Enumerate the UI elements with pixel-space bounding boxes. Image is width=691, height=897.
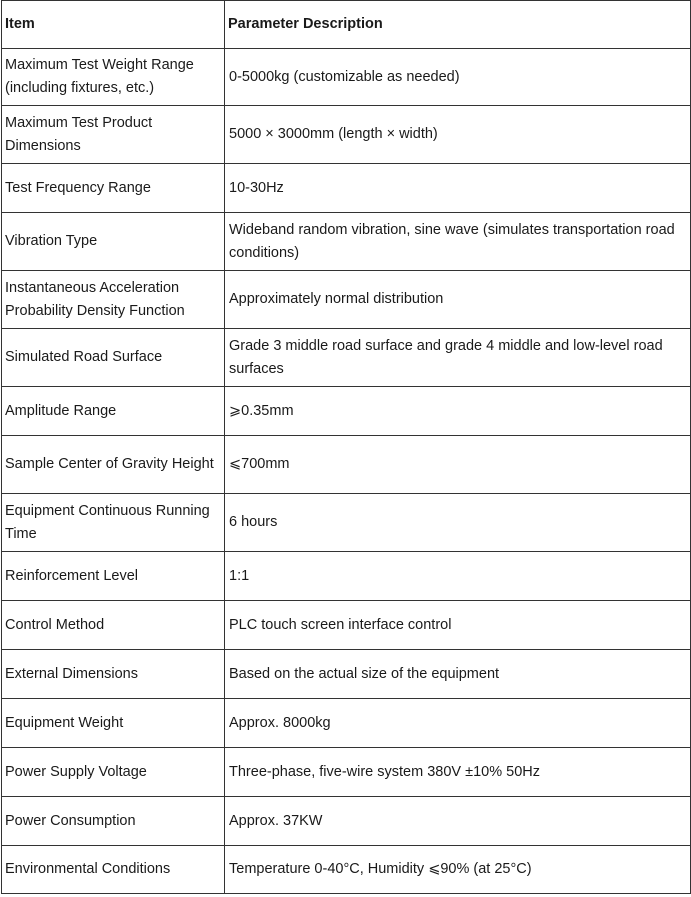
table-row: [2, 552, 691, 601]
row-value: Wideband random vibration, sine wave (simulates transportation road conditions): [225, 213, 691, 271]
row-item: Reinforcement Level: [2, 552, 225, 601]
header-parameter-description: Parameter Description: [225, 1, 691, 49]
row-value: Three-phase, five-wire system 380V ±10% 50Hz: [225, 748, 691, 797]
row-value: Temperature 0-40°C, Humidity ⩽90% (at 25°C): [225, 846, 691, 894]
row-value: Approx. 8000kg: [225, 699, 691, 748]
spec-table: [1, 0, 691, 894]
row-item: Power Consumption: [2, 797, 225, 846]
row-item: Instantaneous Acceleration Probability Density Function: [2, 271, 225, 329]
row-value: PLC touch screen interface control: [225, 601, 691, 650]
table-row: [2, 846, 691, 894]
table-row: [2, 748, 691, 797]
row-item: Maximum Test Product Dimensions: [2, 106, 225, 164]
table-header: [2, 1, 691, 49]
row-item: Sample Center of Gravity Height: [2, 436, 225, 494]
row-value: Based on the actual size of the equipment: [225, 650, 691, 699]
row-item: Simulated Road Surface: [2, 329, 225, 387]
table-row: [2, 164, 691, 213]
table-row: [2, 601, 691, 650]
row-value: Approximately normal distribution: [225, 271, 691, 329]
row-item: Test Frequency Range: [2, 164, 225, 213]
row-item: Control Method: [2, 601, 225, 650]
row-value: 0-5000kg (customizable as needed): [225, 49, 691, 106]
table-row: [2, 494, 691, 552]
header-row: [2, 1, 691, 49]
header-item: Item: [2, 1, 225, 49]
row-value: 1:1: [225, 552, 691, 601]
table-row: [2, 329, 691, 387]
table-row: [2, 106, 691, 164]
row-item: Amplitude Range: [2, 387, 225, 436]
table-row: [2, 271, 691, 329]
row-value: Approx. 37KW: [225, 797, 691, 846]
row-item: Equipment Weight: [2, 699, 225, 748]
row-value: ⩾0.35mm: [225, 387, 691, 436]
row-item: Environmental Conditions: [2, 846, 225, 894]
row-value: ⩽700mm: [225, 436, 691, 494]
row-value: 5000 × 3000mm (length × width): [225, 106, 691, 164]
row-item: Equipment Continuous Running Time: [2, 494, 225, 552]
table-row: [2, 650, 691, 699]
table-row: [2, 699, 691, 748]
row-value: 6 hours: [225, 494, 691, 552]
table-row: [2, 213, 691, 271]
row-value: 10-30Hz: [225, 164, 691, 213]
table-row: [2, 436, 691, 494]
row-item: External Dimensions: [2, 650, 225, 699]
table-row: [2, 49, 691, 106]
row-value: Grade 3 middle road surface and grade 4 middle and low-level road surfaces: [225, 329, 691, 387]
row-item: Vibration Type: [2, 213, 225, 271]
table-row: [2, 797, 691, 846]
table-body: [2, 49, 691, 894]
row-item: Power Supply Voltage: [2, 748, 225, 797]
row-item: Maximum Test Weight Range (including fixtures, etc.): [2, 49, 225, 106]
table-row: [2, 387, 691, 436]
